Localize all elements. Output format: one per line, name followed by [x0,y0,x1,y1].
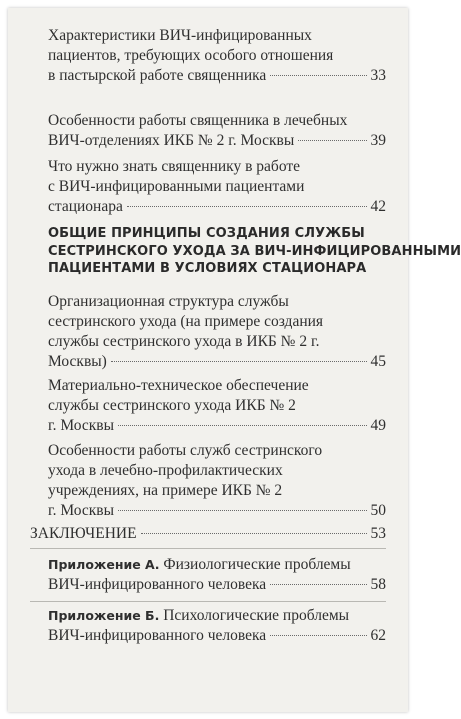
toc-entry-line: в пастырской работе священника [48,67,267,84]
dot-leader [118,425,366,426]
toc-entry-line: г. Москвы [48,502,115,519]
toc-entry-line: Особенности работы священника в лечебных [48,112,348,129]
page-number: 39 [370,132,386,149]
dot-leader [270,584,366,585]
toc-entry-line: ВИЧ-инфицированного человека [48,627,267,644]
divider [30,601,386,602]
toc-entry-line: ВИЧ-отделениях ИКБ № 2 г. Москвы [48,132,295,149]
page-number: 62 [370,627,386,644]
page-number: 50 [370,502,386,519]
toc-entry-line: учреждениях, на примере ИКБ № 2 [48,482,283,499]
appendix-title: Физиологические проблемы [163,556,351,573]
appendix-title: Психологические проблемы [163,607,350,624]
toc-entry-appendix [48,555,386,595]
dot-leader [127,206,367,207]
section-heading-line: ОБЩИЕ ПРИНЦИПЫ СОЗДАНИЯ СЛУЖБЫ [48,226,365,241]
page-number: 33 [370,67,386,84]
dot-leader [141,533,367,534]
toc-entry-line: с ВИЧ-инфицированными пациентами [48,178,305,195]
toc-entry-line: службы сестринского ухода в ИКБ № 2 г. [48,333,320,350]
toc-entry-line: стационара [48,198,123,215]
page-number: 49 [370,417,386,434]
dot-leader [270,635,366,636]
page-number: 58 [370,576,386,593]
toc-entry-line: Особенности работы служб сестринского [48,442,323,459]
toc-entry-line: сестринского ухода (на примере создания [48,313,324,330]
appendix-prefix: Приложение Б. [48,608,160,623]
toc-entry [48,26,386,86]
dot-leader [111,361,367,362]
toc-entry [48,292,386,372]
section-heading-line: ПАЦИЕНТАМИ В УСЛОВИЯХ СТАЦИОНАРА [48,261,367,276]
toc-entry [48,376,386,436]
toc-entry-line: Организационная структура службы [48,293,289,310]
toc-entry [48,111,386,151]
page-number: 53 [370,525,386,542]
dot-leader [298,140,366,141]
page-number: 42 [370,198,386,215]
toc-entry-line: ухода в лечебно-профилактических [48,462,283,479]
toc-entry-line: службы сестринского ухода ИКБ № 2 [48,397,296,414]
toc-entry-line: Характеристики ВИЧ-инфицированных [48,27,312,44]
toc-entry-line: Материально-техническое обеспечение [48,377,309,394]
toc-entry-line: пациентов, требующих особого отношения [48,47,334,64]
toc-entry-line: Что нужно знать священнику в работе [48,158,301,175]
toc-entry [48,157,386,217]
toc-entry-line: г. Москвы [48,417,115,434]
page-number: 45 [370,353,386,370]
conclusion-label: ЗАКЛЮЧЕНИЕ [30,525,137,542]
toc-entry-appendix [48,606,386,646]
toc-entry-conclusion [30,524,386,544]
section-heading [48,225,461,278]
toc-entry [48,441,386,521]
toc-entry-line: Москвы) [48,353,107,370]
appendix-prefix: Приложение А. [48,557,160,572]
section-heading-line: СЕСТРИНСКОГО УХОДА ЗА ВИЧ-ИНФИЦИРОВАННЫМИ [48,243,461,259]
toc-entry-line: ВИЧ-инфицированного человека [48,576,267,593]
dot-leader [270,75,366,76]
divider [30,548,386,549]
dot-leader [118,510,366,511]
book-page [8,8,461,712]
